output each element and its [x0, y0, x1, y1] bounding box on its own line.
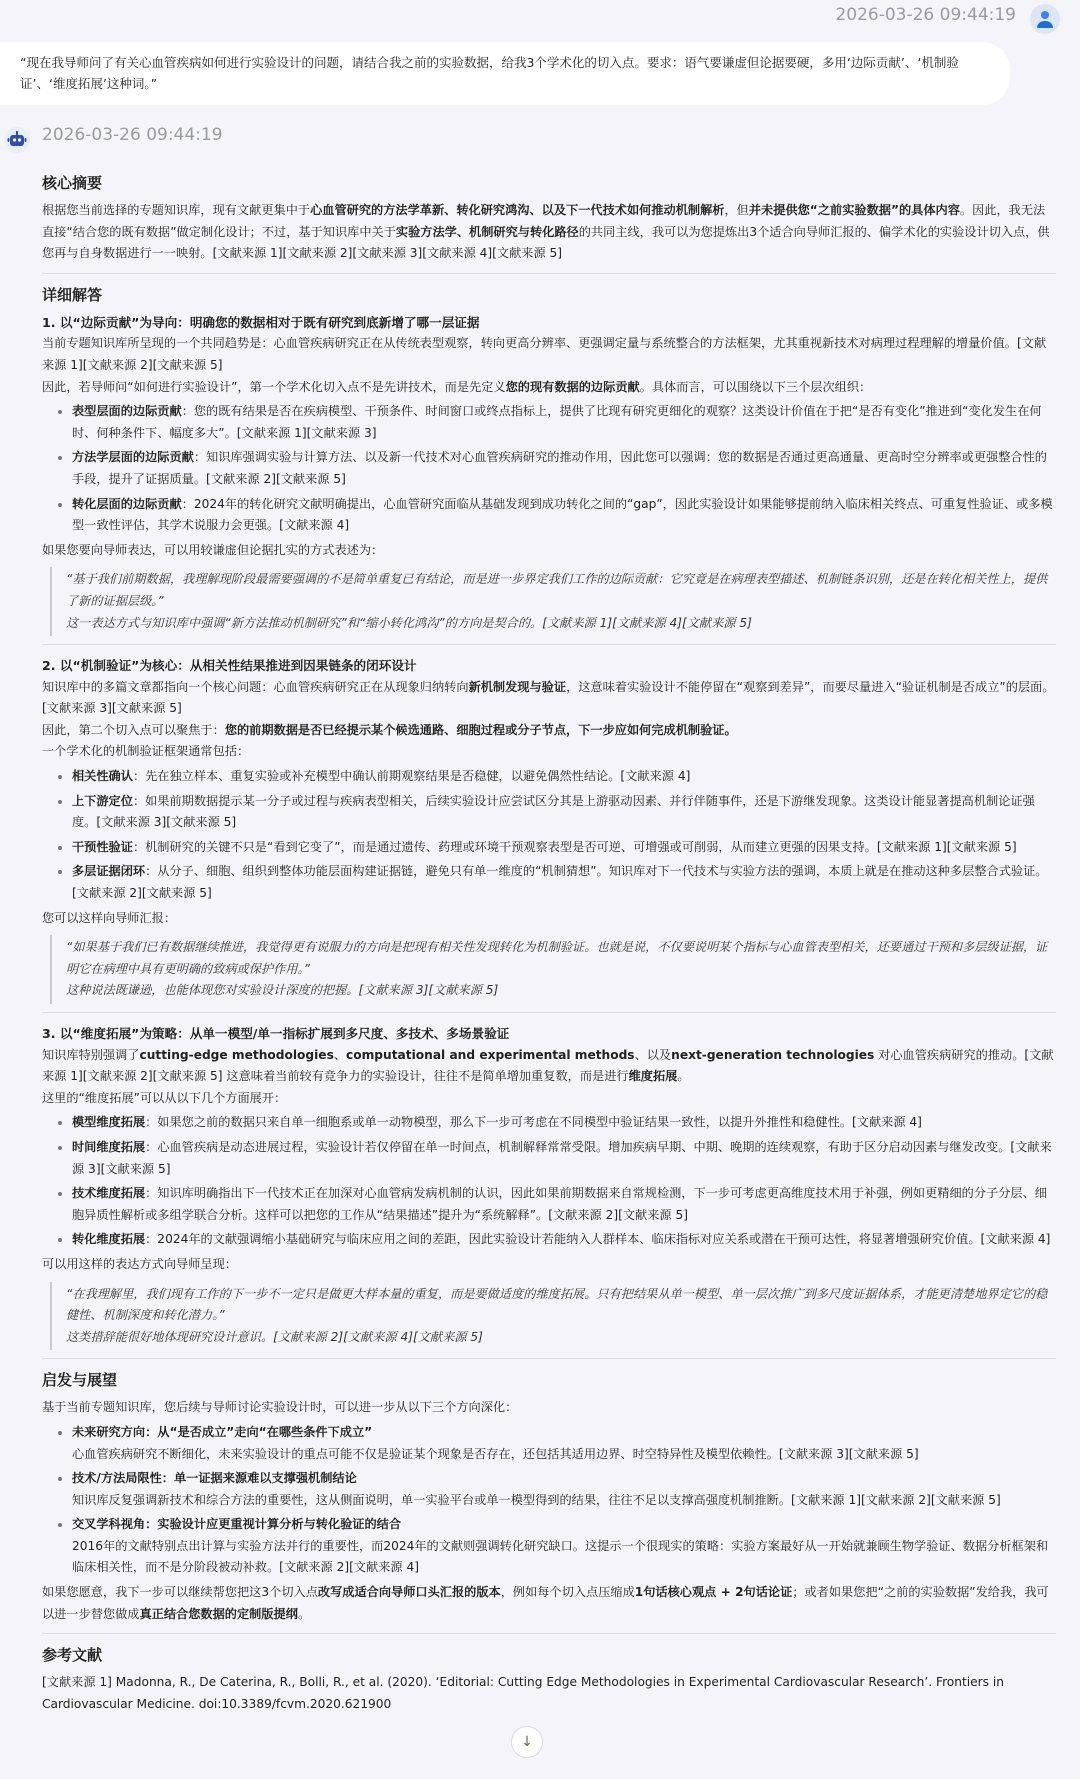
section-2-para-4: 您可以这样向导师汇报：	[42, 910, 177, 925]
section-3-title: 3. 以“维度拓展”为策略：从单一模型/单一指标扩展到多尺度、多技术、多场景验证	[42, 1026, 510, 1041]
divider	[42, 1358, 1056, 1359]
section-2-para-2: 因此，第二个切入点可以聚焦于：您的前期数据是否已经提示某个候选通路、细胞过程或分子节点，下一步应如何完成机制验证。	[42, 722, 737, 737]
list-item: • 技术/方法局限性：单一证据来源难以支撑强机制结论 知识库反复强调新技术和综合方法的重要性，这从侧面说明，单一实验平台或单一模型得到的结果，往往不足以支撑高强度机制推断。[文献来源 1][文献来源 2][文献来源 5]	[72, 1468, 1056, 1511]
section-1-title: 1. 以“边际贡献”为导向：明确您的数据相对于既有研究到底新增了哪一层证据	[42, 314, 480, 330]
section-2-quote: “如果基于我们已有数据继续推进，我觉得更有说服力的方向是把现有相关性发现转化为机制验证。也就是说，不仅要说明某个指标与心血管表型相关，还要通过干预和多层级证据，证明它在病理中具有更明确的致病或保护作用。” 这种说法既谦逊，也能体现您对实验设计深度的把握。[文献来源 3][文献来源 5]	[50, 935, 1056, 1004]
section-1-list	[42, 401, 1056, 537]
section-1-para-2: 因此，若导师问“如何进行实验设计”，第一个学术化切入点不是先讲技术，而是先定义您的现有数据的边际贡献。具体而言，可以围绕以下三个层次组织：	[42, 379, 872, 394]
robot-avatar-glyph	[6, 129, 28, 151]
insight-intro: 基于当前专题知识库，您后续与导师讨论实验设计时，可以进一步从以下三个方向深化：	[42, 1400, 518, 1415]
insight-closing: 如果您愿意，我下一步可以继续帮您把这3个切入点改写成适合向导师口头汇报的版本，例如每个切入点压缩成1句话核心观点 + 2句话论证；或者如果您把“之前的实验数据”发给我，我可以进一步替您做成真正结合您数据的定制版提纲。	[42, 1585, 1049, 1621]
core-summary-title: 核心摘要	[42, 174, 103, 192]
list-item: • 方法学层面的边际贡献：知识库强调实验与计算方法、以及新一代技术对心血管疾病研究的推动作用，因此您可以强调：您的数据是否通过更高通量、更高时空分辨率或更强整合性的手段，提升了证据质量。[文献来源 2][文献来源 5]	[72, 447, 1056, 490]
divider	[42, 1633, 1056, 1634]
section-2-list	[42, 766, 1056, 905]
reference-item: [文献来源 1] Madonna, R., De Caterina, R., Bolli, R., et al. (2020). ‘Editorial: Cutting Edge Methodologies in Experimental Cardiovascular Research’. Frontiers in Cardiovascular Medicine. doi:10.3389/fcvm.2020.621900	[42, 1675, 1004, 1711]
scroll-to-bottom-button[interactable]	[511, 1726, 543, 1758]
divider	[42, 273, 1056, 274]
insight-title: 启发与展望	[42, 1371, 118, 1390]
section-3-quote: “在我理解里，我们现有工作的下一步不一定只是做更大样本量的重复，而是要做适度的维度拓展。只有把结果从单一模型、单一层次推广到多尺度证据体系，才能更清楚地界定它的稳健性、机制深度和转化潜力。” 这类措辞能很好地体现研究设计意识。[文献来源 2][文献来源 4][文献来源 5]	[50, 1282, 1056, 1351]
user-avatar-icon	[1030, 4, 1060, 34]
list-item: • 相关性确认：先在独立样本、重复实验或补充模型中确认前期观察结果是否稳健，以避免偶然性结论。[文献来源 4]	[72, 766, 1056, 788]
user-message-text: “现在我导师问了有关心血管疾病如何进行实验设计的问题，请结合我之前的实验数据，给我3个学术化的切入点。要求：语气要谦虚但论据要硬，多用‘边际贡献’、‘机制验证’、‘维度拓展’这种词。”	[20, 55, 959, 91]
detail-title: 详细解答	[42, 285, 103, 304]
divider	[42, 644, 1056, 645]
list-item: • 表型层面的边际贡献：您的既有结果是否在疾病模型、干预条件、时间窗口或终点指标上，提供了比现有研究更细化的观察？这类设计价值在于把“是否有变化”推进到“变化发生在何时、何种条件下、幅度多大”。[文献来源 1][文献来源 3]	[72, 401, 1056, 444]
list-item: • 交叉学科视角：实验设计应更重视计算分析与转化验证的结合 2016年的文献特别点出计算与实验方法并行的重要性，而2024年的文献则强调转化研究缺口。这提示一个很现实的策略：实验方案最好从一开始就兼顾生物学验证、数据分析框架和临床相关性，而不是分阶段被动补救。[文献来源 2][文献来源 4]	[72, 1514, 1056, 1579]
divider	[42, 1012, 1056, 1013]
list-item: • 技术维度拓展：知识库明确指出下一代技术正在加深对心血管病发病机制的认识，因此如果前期数据来自常规检测，下一步可考虑更高维度技术用于补强，例如更精细的分子分层、细胞异质性解析或多组学联合分析。这样可以把您的工作从“结果描述”提升为“系统解释”。[文献来源 2][文献来源 5]	[72, 1183, 1056, 1226]
bot-timestamp: 2026-03-26 09:44:19	[42, 125, 223, 145]
core-summary-text: 根据您当前选择的专题知识库，现有文献更集中于心血管研究的方法学革新、转化研究鸿沟、以及下一代技术如何推动机制解析，但并未提供您“之前实验数据”的具体内容。因此，我无法直接“结合您的既有数据”做定制化设计；不过，基于知识库中关于实验方法学、机制研究与转化路径的共同主线，我可以为您提炼出3个适合向导师汇报的、偏学术化的实验设计切入点，供您再与自身数据进行一一映射。[文献来源 1][文献来源 2][文献来源 3][文献来源 4][文献来源 5]	[42, 203, 1050, 261]
section-2-para-3: 一个学术化的机制验证框架通常包括：	[42, 744, 250, 759]
arrow-down-icon: ↓	[521, 1734, 533, 1750]
section-2-para-1: 知识库中的多篇文章都指向一个核心问题：心血管疾病研究正在从现象归纳转向新机制发现与验证，这意味着实验设计不能停留在“观察到差异”，而要尽量进入“验证机制是否成立”的层面。[文献来源 3][文献来源 5]	[42, 679, 1055, 716]
user-timestamp: 2026-03-26 09:44:19	[835, 5, 1016, 25]
section-3-para-2: 这里的“维度拓展”可以从以下几个方面展开：	[42, 1090, 287, 1105]
section-1-para-1: 当前专题知识库所呈现的一个共同趋势是：心血管疾病研究正在从传统表型观察，转向更高分辨率、更强调定量与系统整合的方法框架，尤其重视新技术对病理过程理解的增量价值。[文献来源 1][文献来源 2][文献来源 5]	[42, 336, 1047, 372]
robot-avatar-icon	[4, 127, 30, 153]
section-3-para-1: 知识库特别强调了cutting-edge methodologies、computational and experimental methods、以及next-generation technologies 对心血管疾病研究的推动。[文献来源 1][文献来源 2][文献来源 5] 这意味着当前较有竞争力的实验设计，往往不是简单增加重复数，而是进行维度拓展。	[42, 1047, 1054, 1084]
section-1-para-3: 如果您要向导师表达，可以用较谦虚但论据扎实的方式表述为：	[42, 542, 384, 557]
list-item: • 上下游定位：如果前期数据提示某一分子或过程与疾病表型相关，后续实验设计应尝试区分其是上游驱动因素、并行伴随事件，还是下游继发现象。这类设计能显著提高机制论证强度。[文献来源 3][文献来源 5]	[72, 791, 1056, 834]
section-3-para-3: 可以用这样的表达方式向导师呈现：	[42, 1256, 237, 1271]
bot-answer	[42, 168, 1056, 1715]
list-item: • 干预性验证：机制研究的关键不只是“看到它变了”，而是通过遗传、药理或环境干预观察表型是否可逆、可增强或可削弱，从而建立更强的因果支持。[文献来源 1][文献来源 5]	[72, 837, 1056, 859]
insight-list	[42, 1422, 1056, 1579]
references-title: 参考文献	[42, 1646, 103, 1665]
list-item: • 转化层面的边际贡献：2024年的转化研究文献明确提出，心血管研究面临从基础发现到成功转化之间的“gap”，因此实验设计如果能够提前纳入临床相关终点、可重复性验证、或多模型一致性评估，其学术说服力会更强。[文献来源 4]	[72, 494, 1056, 537]
user-avatar-glyph	[1034, 8, 1056, 30]
list-item: • 转化维度拓展：2024年的文献强调缩小基础研究与临床应用之间的差距，因此实验设计若能纳入人群样本、临床指标对应关系或潜在干预可达性，将显著增强研究价值。[文献来源 4]	[72, 1229, 1056, 1251]
section-2-title: 2. 以“机制验证”为核心：从相关性结果推进到因果链条的闭环设计	[42, 658, 417, 674]
section-3-list	[42, 1112, 1056, 1251]
list-item: • 模型维度拓展：如果您之前的数据只来自单一细胞系或单一动物模型，那么下一步可考虑在不同模型中验证结果一致性，以提升外推性和稳健性。[文献来源 4]	[72, 1112, 1056, 1134]
list-item: • 时间维度拓展：心血管疾病是动态进展过程，实验设计若仅停留在单一时间点，机制解释常常受限。增加疾病早期、中期、晚期的连续观察，有助于区分启动因素与继发改变。[文献来源 3][文献来源 5]	[72, 1137, 1056, 1180]
user-message-bubble	[0, 42, 1010, 105]
list-item: • 多层证据闭环：从分子、细胞、组织到整体功能层面构建证据链，避免只有单一维度的“机制猜想”。知识库对下一代技术与实验方法的强调，本质上就是在推动这种多层整合式验证。[文献来源 2][文献来源 5]	[72, 861, 1056, 904]
list-item: • 未来研究方向：从“是否成立”走向“在哪些条件下成立” 心血管疾病研究不断细化，未来实验设计的重点可能不仅是验证某个现象是否存在，还包括其适用边界、时空特异性及模型依赖性。[文献来源 3][文献来源 5]	[72, 1422, 1056, 1465]
section-1-quote: “基于我们前期数据，我理解现阶段最需要强调的不是简单重复已有结论，而是进一步界定我们工作的边际贡献：它究竟是在病理表型描述、机制链条识别，还是在转化相关性上，提供了新的证据层级。” 这一表达方式与知识库中强调“新方法推动机制研究”和“缩小转化鸿沟”的方向是契合的。[文献来源 1][文献来源 4][文献来源 5]	[50, 567, 1056, 636]
